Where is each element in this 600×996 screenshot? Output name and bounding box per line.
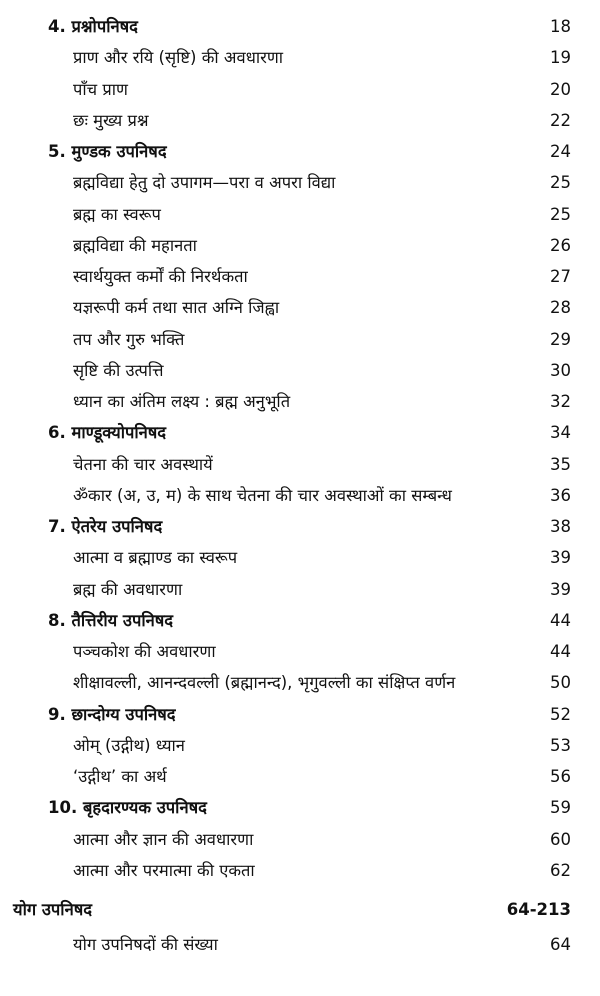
toc-entry xyxy=(0,42,600,73)
section-heading xyxy=(0,699,600,730)
toc-entry-page-number: 25 xyxy=(550,204,571,224)
toc-entry-title: ॐकार (अ, उ, म) के साथ चेतना की चार अवस्थाओं का सम्बन्ध xyxy=(73,485,452,505)
part-heading-title: योग उपनिषद xyxy=(13,900,93,919)
section-heading-title: 10. बृहदारण्यक उपनिषद xyxy=(48,798,207,818)
toc-entry xyxy=(0,74,600,105)
toc-entry-title: आत्मा और परमात्मा की एकता xyxy=(73,860,255,880)
toc-entry-title: ब्रह्मविद्या की महानता xyxy=(73,235,197,255)
toc-entry-page-number: 26 xyxy=(550,235,571,255)
section-heading xyxy=(0,511,600,542)
toc-entry-title: प्राण और रयि (सृष्टि) की अवधारणा xyxy=(73,48,284,68)
toc-entry-title: सृष्टि की उत्पत्ति xyxy=(73,360,164,380)
toc-entry-title: योग उपनिषदों की संख्या xyxy=(73,935,218,954)
toc-entry-page-number: 56 xyxy=(550,767,571,786)
toc-entry-page-number: 62 xyxy=(550,860,571,880)
toc-entry-page-number: 39 xyxy=(550,548,571,568)
section-heading xyxy=(0,136,600,167)
toc-entry-page-number: 22 xyxy=(550,110,571,130)
toc-entry-title: ब्रह्म की अवधारणा xyxy=(73,579,183,599)
toc-entry xyxy=(0,292,600,323)
toc-entry xyxy=(0,574,600,605)
section-heading xyxy=(0,605,600,636)
toc-entry-title: स्वार्थयुक्त कर्मों की निरर्थकता xyxy=(73,267,248,286)
toc-entry xyxy=(0,449,600,480)
toc-entry-page-number: 64 xyxy=(550,935,571,954)
section-heading-page-number: 59 xyxy=(550,798,571,818)
toc-entry xyxy=(0,480,600,511)
toc-entry-page-number: 27 xyxy=(550,267,571,286)
section-heading-title: 8. तैत्तिरीय उपनिषद xyxy=(48,610,174,630)
toc-entry-page-number: 20 xyxy=(550,79,571,99)
toc-entry-page-number: 44 xyxy=(550,642,571,661)
toc-entry xyxy=(0,199,600,230)
toc-entry-page-number: 53 xyxy=(550,735,571,755)
toc-entry-title: ब्रह्मविद्या हेतु दो उपागम—परा व अपरा विद्या xyxy=(73,173,336,193)
toc-entry-page-number: 28 xyxy=(550,298,571,318)
toc-entry-title: आत्मा व ब्रह्माण्ड का स्वरूप xyxy=(73,548,238,568)
toc-entry-page-number: 36 xyxy=(550,485,571,505)
toc-entry-title: यज्ञरूपी कर्म तथा सात अग्नि जिह्वा xyxy=(73,298,280,318)
toc-entry-page-number: 30 xyxy=(550,360,571,380)
toc-entry-page-number: 35 xyxy=(550,454,571,474)
toc-entry-title: ‘उद्गीथ’ का अर्थ xyxy=(73,767,167,786)
toc-entry-title: पञ्चकोश की अवधारणा xyxy=(73,642,216,661)
toc-entry-title: ब्रह्म का स्वरूप xyxy=(73,204,161,224)
part-heading xyxy=(0,892,600,927)
toc-entry xyxy=(0,167,600,198)
toc-entry-page-number: 29 xyxy=(550,329,571,349)
section-heading xyxy=(0,11,600,42)
toc-entry-page-number: 60 xyxy=(550,829,571,849)
toc-entry-title: ध्यान का अंतिम लक्ष्य : ब्रह्म अनुभूति xyxy=(73,392,291,411)
toc-entry xyxy=(0,230,600,261)
toc-entry xyxy=(0,324,600,355)
toc-entry-title: पाँच प्राण xyxy=(73,79,128,99)
section-heading-page-number: 34 xyxy=(550,423,571,443)
toc-entry-title: चेतना की चार अवस्थायें xyxy=(73,454,213,474)
section-heading-title: 6. माण्डूक्योपनिषद xyxy=(48,423,167,443)
toc-entry-page-number: 50 xyxy=(550,673,571,693)
toc-entry xyxy=(0,824,600,855)
toc-entry xyxy=(0,105,600,136)
section-heading-page-number: 24 xyxy=(550,142,571,161)
section-heading-title: 9. छान्दोग्य उपनिषद xyxy=(48,704,176,724)
section-heading xyxy=(0,417,600,448)
toc-entry xyxy=(0,855,600,886)
toc-entry xyxy=(0,927,600,962)
section-heading-page-number: 38 xyxy=(550,517,571,536)
toc-entry xyxy=(0,636,600,667)
section-heading-page-number: 18 xyxy=(550,17,571,36)
toc-entry-title: शीक्षावल्ली, आनन्दवल्ली (ब्रह्मानन्द), भृगुवल्ली का संक्षिप्त वर्णन xyxy=(73,673,456,693)
table-of-contents xyxy=(0,11,600,962)
toc-entry xyxy=(0,386,600,417)
toc-entry xyxy=(0,730,600,761)
section-heading-title: 4. प्रश्नोपनिषद xyxy=(48,17,138,36)
toc-entry-page-number: 19 xyxy=(550,48,571,68)
toc-entry-title: छः मुख्य प्रश्न xyxy=(73,110,149,130)
toc-entry-page-number: 32 xyxy=(550,392,571,411)
toc-entry xyxy=(0,761,600,792)
section-heading xyxy=(0,792,600,823)
part-heading-page-number: 64-213 xyxy=(506,900,571,919)
toc-entry xyxy=(0,667,600,698)
toc-entry xyxy=(0,355,600,386)
toc-entry-title: तप और गुरु भक्ति xyxy=(73,329,185,349)
toc-entry xyxy=(0,542,600,573)
toc-entry-title: आत्मा और ज्ञान की अवधारणा xyxy=(73,829,254,849)
section-heading-page-number: 44 xyxy=(550,610,571,630)
section-heading-title: 5. मुण्डक उपनिषद xyxy=(48,142,167,161)
toc-entry-page-number: 25 xyxy=(550,173,571,193)
toc-entry-title: ओम् (उद्गीथ) ध्यान xyxy=(73,735,185,755)
toc-entry-page-number: 39 xyxy=(550,579,571,599)
toc-entry xyxy=(0,261,600,292)
section-heading-title: 7. ऐतरेय उपनिषद xyxy=(48,517,163,536)
section-heading-page-number: 52 xyxy=(550,704,571,724)
